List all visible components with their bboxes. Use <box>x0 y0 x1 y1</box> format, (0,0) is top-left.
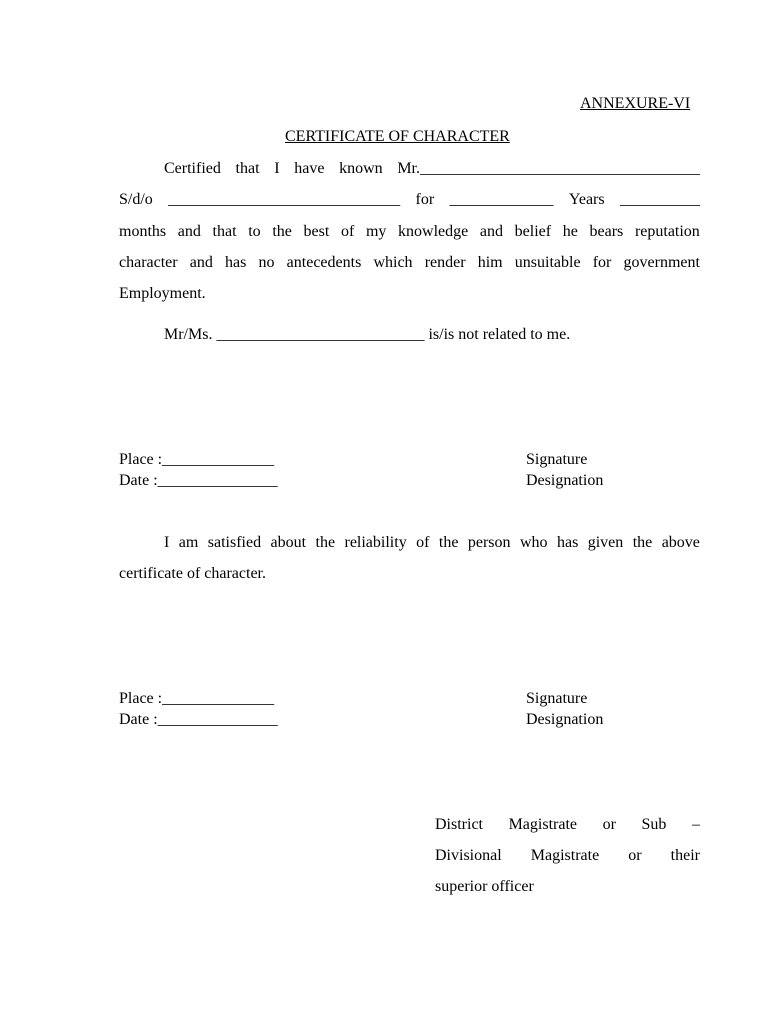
satisfaction-line-2: certificate of character. <box>119 565 266 582</box>
line-word: reputation <box>634 223 700 240</box>
line-word: I <box>274 160 280 177</box>
line-word: known <box>339 160 383 177</box>
signature-label: Signature <box>526 451 588 468</box>
line-word: or <box>602 816 616 833</box>
line-word: the <box>438 534 459 551</box>
line-word: which <box>373 254 413 271</box>
satisfaction-line-1 <box>164 533 700 553</box>
line-word: above <box>661 534 700 551</box>
certificate-line-4 <box>119 253 700 273</box>
place-field: Place :______________ <box>119 451 275 468</box>
line-word: character <box>119 254 178 271</box>
line-word: for <box>415 191 435 208</box>
line-word: and <box>479 223 504 240</box>
certificate-line-5: Employment. <box>119 285 206 302</box>
line-word: that <box>212 223 237 240</box>
line-word: satisfied <box>207 534 262 551</box>
date-field: Date :_______________ <box>119 472 278 489</box>
related-statement: Mr/Ms. __________________________ is/is not related to me. <box>164 326 571 343</box>
line-word: has <box>225 254 247 271</box>
line-word: person <box>467 534 511 551</box>
line-word: __________ <box>619 191 700 208</box>
line-word: Years <box>568 191 605 208</box>
line-word: Magistrate <box>508 816 577 833</box>
line-word: he <box>562 223 578 240</box>
line-word: no <box>258 254 275 271</box>
line-word: District <box>435 816 483 833</box>
line-word: have <box>294 160 325 177</box>
line-word: the <box>272 223 292 240</box>
designation-label: Designation <box>526 472 604 489</box>
line-word: and <box>189 254 213 271</box>
date-field: Date :_______________ <box>119 711 278 728</box>
line-word: belief <box>514 223 552 240</box>
line-word: bears <box>589 223 624 240</box>
line-word: unsuitable <box>514 254 581 271</box>
line-word: I <box>164 534 170 551</box>
line-word: to <box>248 223 261 240</box>
line-word: _____________ <box>449 191 554 208</box>
line-word: Magistrate <box>530 847 600 864</box>
line-word: him <box>477 254 503 271</box>
annexure-label: ANNEXURE-VI <box>580 95 691 112</box>
line-word: of <box>416 534 430 551</box>
line-word: about <box>270 534 307 551</box>
line-word: and <box>177 223 201 240</box>
line-word: has <box>556 534 579 551</box>
designation-label: Designation <box>526 711 604 728</box>
line-word: the <box>315 534 336 551</box>
line-word: – <box>691 816 700 833</box>
line-word: my <box>365 223 387 240</box>
line-word: am <box>178 534 199 551</box>
line-word: government <box>623 254 700 271</box>
line-word: best <box>303 223 330 240</box>
signature-label: Signature <box>526 690 588 707</box>
line-word: given <box>587 534 624 551</box>
line-word: for <box>592 254 612 271</box>
certificate-line-3 <box>119 222 700 242</box>
certificate-line-1 <box>164 159 700 179</box>
place-field: Place :______________ <box>119 690 275 707</box>
line-word: of <box>340 223 355 240</box>
line-word: knowledge <box>398 223 469 240</box>
line-word: who <box>519 534 548 551</box>
line-word: _____________________________ <box>168 191 401 208</box>
authority-line-3: superior officer <box>435 878 534 895</box>
line-word: render <box>424 254 466 271</box>
certificate-line-2 <box>119 190 700 210</box>
line-word: their <box>670 847 700 864</box>
authority-line-1 <box>435 815 700 835</box>
authority-line-2 <box>435 846 700 866</box>
line-word: reliability <box>344 534 407 551</box>
line-word: Divisional <box>435 847 502 864</box>
line-word: Certified <box>164 160 221 177</box>
document-title: CERTIFICATE OF CHARACTER <box>285 128 510 145</box>
line-word: that <box>235 160 260 177</box>
line-word: antecedents <box>286 254 362 271</box>
line-word: months <box>119 223 167 240</box>
line-word: Mr.___________________________________ <box>397 160 700 177</box>
line-word: S/d/o <box>119 191 153 208</box>
line-word: the <box>632 534 653 551</box>
line-word: Sub <box>641 816 667 833</box>
line-word: or <box>628 847 642 864</box>
